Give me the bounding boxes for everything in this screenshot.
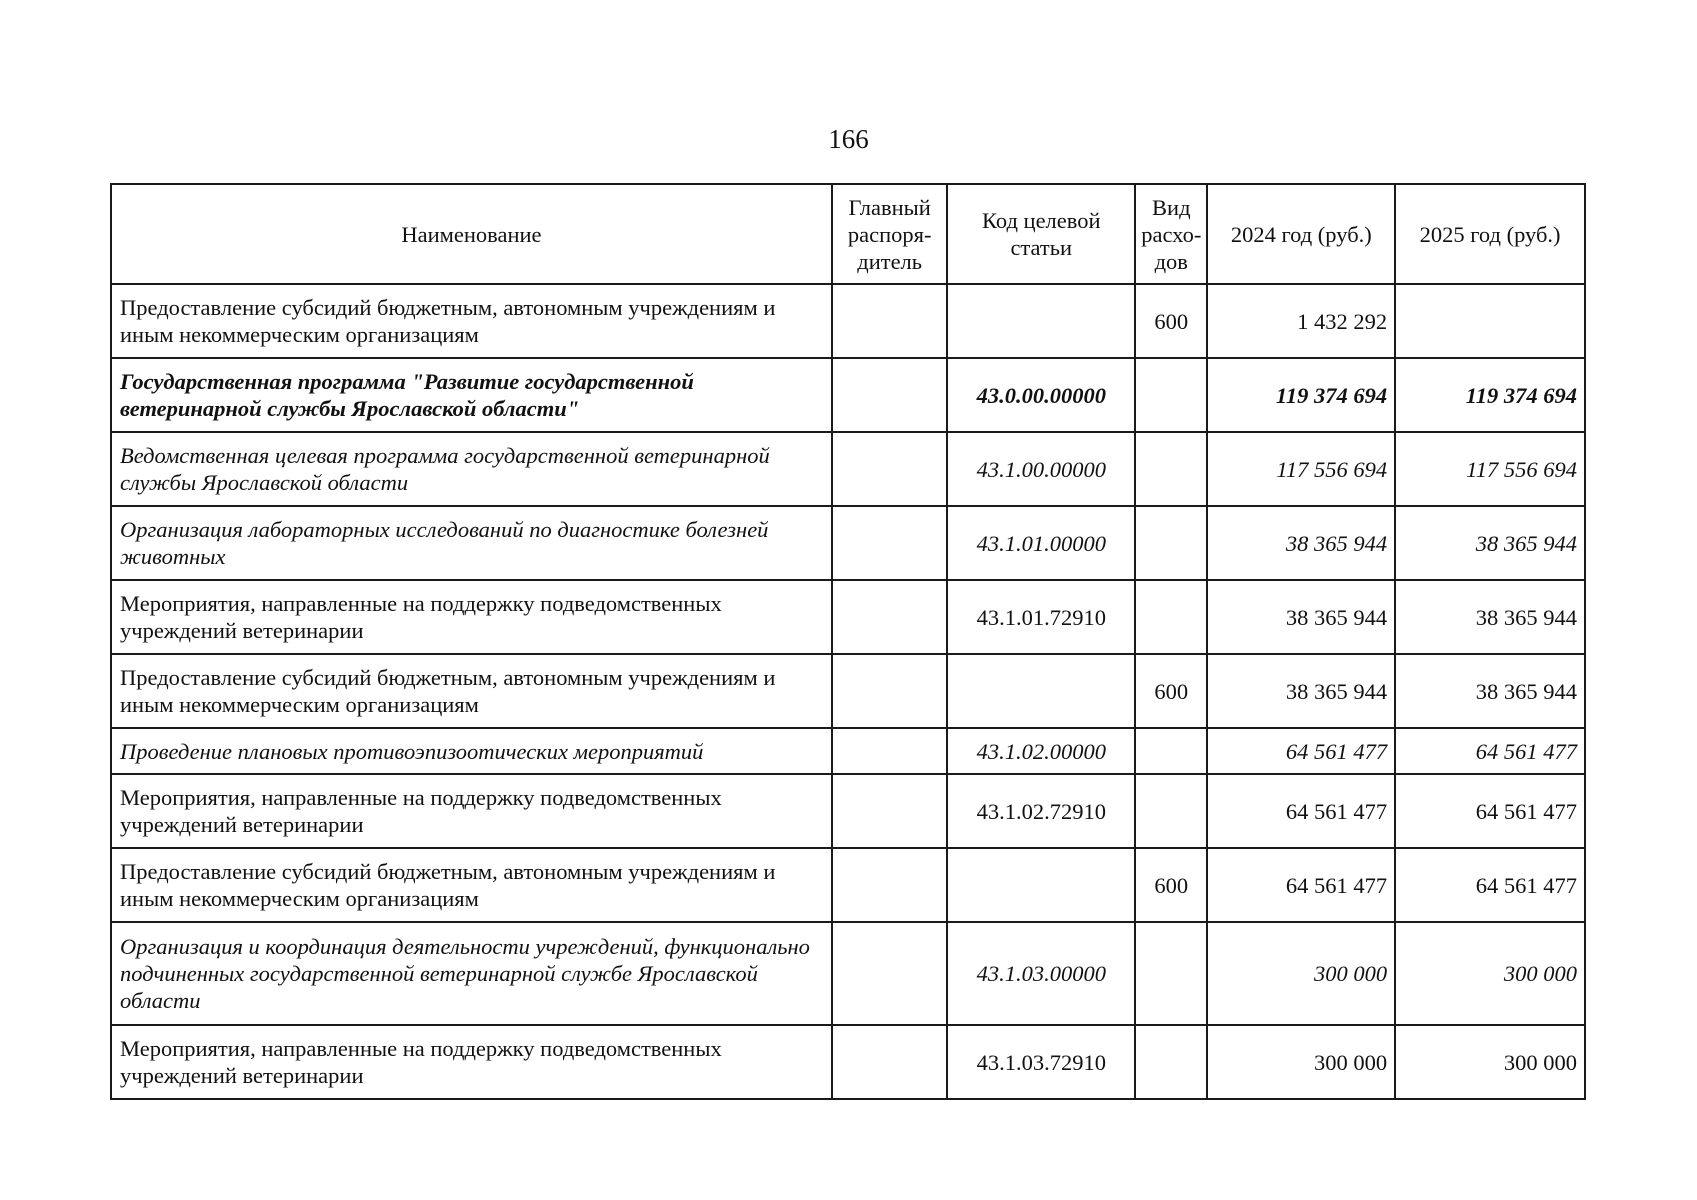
table-row [111,580,1585,654]
row-admin [832,774,947,848]
row-2024: 300 000 [1207,1025,1395,1099]
row-name: Проведение плановых противоэпизоотических мероприятий [111,728,832,774]
row-2024: 64 561 477 [1207,774,1395,848]
row-2025: 64 561 477 [1395,728,1585,774]
row-kind: 600 [1135,654,1207,728]
row-kind [1135,922,1207,1025]
budget-table [110,183,1586,1100]
header-2025: 2025 год (руб.) [1395,184,1585,284]
row-kind [1135,728,1207,774]
table-header-row [111,184,1585,284]
row-2025 [1395,284,1585,358]
table-row [111,922,1585,1025]
row-kind [1135,774,1207,848]
row-code: 43.1.02.00000 [947,728,1135,774]
table-row [111,654,1585,728]
row-2024: 119 374 694 [1207,358,1395,432]
row-code: 43.1.00.00000 [947,432,1135,506]
row-admin [832,1025,947,1099]
row-code: 43.1.01.00000 [947,506,1135,580]
table-row [111,1025,1585,1099]
table-row [111,848,1585,922]
row-name: Мероприятия, направленные на поддержку подведомственных учреждений ветеринарии [111,774,832,848]
row-code [947,284,1135,358]
table-row [111,358,1585,432]
header-kind: Вид расхо-дов [1135,184,1207,284]
row-code [947,654,1135,728]
row-2024: 64 561 477 [1207,848,1395,922]
row-2025: 38 365 944 [1395,654,1585,728]
row-admin [832,654,947,728]
row-code: 43.0.00.00000 [947,358,1135,432]
row-kind [1135,432,1207,506]
row-code: 43.1.03.00000 [947,922,1135,1025]
row-admin [832,432,947,506]
row-admin [832,506,947,580]
row-2024: 38 365 944 [1207,654,1395,728]
row-kind [1135,1025,1207,1099]
row-admin [832,922,947,1025]
row-name: Мероприятия, направленные на поддержку подведомственных учреждений ветеринарии [111,1025,832,1099]
row-code: 43.1.01.72910 [947,580,1135,654]
row-admin [832,848,947,922]
row-code [947,848,1135,922]
table-row [111,284,1585,358]
row-name: Организация и координация деятельности учреждений, функционально подчиненных государственной ветеринарной службе Ярославской области [111,922,832,1025]
row-admin [832,358,947,432]
row-name: Организация лабораторных исследований по диагностике болезней животных [111,506,832,580]
table-row [111,728,1585,774]
row-2024: 64 561 477 [1207,728,1395,774]
row-2025: 119 374 694 [1395,358,1585,432]
row-2024: 38 365 944 [1207,506,1395,580]
row-2024: 300 000 [1207,922,1395,1025]
row-code: 43.1.02.72910 [947,774,1135,848]
row-2025: 64 561 477 [1395,848,1585,922]
row-name: Предоставление субсидий бюджетным, автономным учреждениям и иным некоммерческим организациям [111,848,832,922]
header-admin: Главный распоря-дитель [832,184,947,284]
row-admin [832,580,947,654]
row-code: 43.1.03.72910 [947,1025,1135,1099]
page-number: 166 [828,124,869,154]
row-2025: 117 556 694 [1395,432,1585,506]
table-row [111,432,1585,506]
row-2025: 300 000 [1395,922,1585,1025]
row-2025: 300 000 [1395,1025,1585,1099]
row-admin [832,284,947,358]
header-2024: 2024 год (руб.) [1207,184,1395,284]
row-name: Предоставление субсидий бюджетным, автономным учреждениям и иным некоммерческим организациям [111,654,832,728]
row-2024: 1 432 292 [1207,284,1395,358]
row-2025: 38 365 944 [1395,580,1585,654]
row-kind: 600 [1135,284,1207,358]
row-2024: 117 556 694 [1207,432,1395,506]
row-name: Предоставление субсидий бюджетным, автономным учреждениям и иным некоммерческим организациям [111,284,832,358]
table-row [111,774,1585,848]
row-kind: 600 [1135,848,1207,922]
row-kind [1135,506,1207,580]
header-code: Код целевой статьи [947,184,1135,284]
table-row [111,506,1585,580]
row-2025: 64 561 477 [1395,774,1585,848]
row-name: Мероприятия, направленные на поддержку подведомственных учреждений ветеринарии [111,580,832,654]
row-admin [832,728,947,774]
row-name: Государственная программа "Развитие государственной ветеринарной службы Ярославской области" [111,358,832,432]
row-kind [1135,358,1207,432]
row-2024: 38 365 944 [1207,580,1395,654]
row-2025: 38 365 944 [1395,506,1585,580]
row-name: Ведомственная целевая программа государственной ветеринарной службы Ярославской области [111,432,832,506]
row-kind [1135,580,1207,654]
header-name: Наименование [111,184,832,284]
